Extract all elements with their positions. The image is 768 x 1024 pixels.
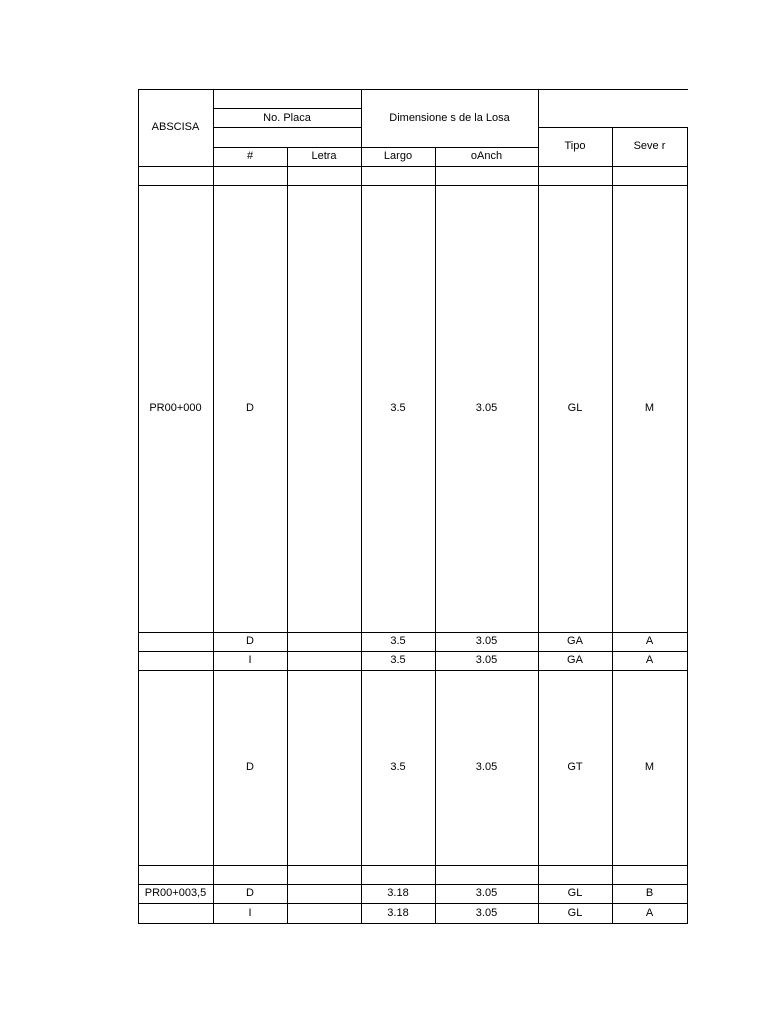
table-cell-tipo <box>538 166 612 185</box>
table-cell-tipo <box>538 865 612 884</box>
table-cell-ancho: 3.05 <box>475 654 498 666</box>
table-cell-severidad: B <box>645 887 654 899</box>
table-cell-largo: 3.18 <box>387 887 409 899</box>
table-cell-severidad: M <box>644 402 655 414</box>
grid-line <box>687 127 688 924</box>
header-abscisa: ABSCISA <box>151 121 200 133</box>
table-cell-abscisa: PR00+000 <box>149 402 202 414</box>
table-cell-severidad: A <box>645 635 654 647</box>
table-cell-abscisa <box>138 632 213 651</box>
table-cell-largo: 3.5 <box>390 761 406 773</box>
table-cell-numero: D <box>246 635 254 647</box>
table-cell-tipo: GA <box>567 654 583 666</box>
table-cell-largo <box>361 166 435 185</box>
table-cell-letra <box>287 670 361 865</box>
grid-line <box>138 923 688 924</box>
table-cell-abscisa <box>138 166 213 185</box>
table-cell-numero: D <box>246 402 254 414</box>
table-cell-ancho: 3.05 <box>475 402 498 414</box>
table-cell-severidad: A <box>645 654 654 666</box>
table-cell-tipo: GL <box>567 402 583 414</box>
table-cell-severidad: M <box>644 761 655 773</box>
table-cell-letra <box>287 651 361 670</box>
table-cell-tipo: GL <box>567 887 583 899</box>
table-cell-largo: 3.18 <box>387 906 409 919</box>
table-cell-abscisa <box>138 903 213 923</box>
header-no-placa: No. Placa <box>263 111 311 124</box>
table-cell-letra <box>287 884 361 903</box>
table-cell-severidad: A <box>645 906 654 919</box>
table-cell-largo: 3.5 <box>390 635 406 647</box>
header-ancho: oAnch <box>470 150 503 162</box>
table-cell-tipo: GT <box>567 761 583 773</box>
table-cell-numero: D <box>246 887 254 899</box>
table-cell-ancho <box>435 865 538 884</box>
header-dimensiones: Dimensione s de la Losa <box>389 111 510 124</box>
table-cell-letra <box>287 166 361 185</box>
table-cell-tipo: GA <box>567 635 583 647</box>
table-cell-largo: 3.5 <box>390 654 406 666</box>
header-severidad: Seve r <box>633 140 666 152</box>
table-cell-numero <box>213 166 287 185</box>
table-cell-tipo: GL <box>567 906 583 919</box>
header-tipo: Tipo <box>564 140 586 152</box>
table-cell-numero: D <box>246 761 254 773</box>
table-cell-largo: 3.5 <box>390 402 406 414</box>
table-cell-ancho <box>435 166 538 185</box>
table-cell-abscisa <box>138 651 213 670</box>
table-cell-numero <box>213 865 287 884</box>
table-cell-letra <box>287 903 361 923</box>
header-numero: # <box>246 150 254 162</box>
header-letra: Letra <box>311 150 337 162</box>
header-largo: Largo <box>383 150 413 162</box>
table-cell-numero: I <box>248 906 252 919</box>
grid-line <box>213 89 362 90</box>
inspection-table <box>138 89 687 923</box>
table-cell-letra <box>287 632 361 651</box>
table-cell-abscisa: PR00+003,5 <box>144 887 207 899</box>
table-cell-ancho: 3.05 <box>475 635 498 647</box>
table-cell-ancho: 3.05 <box>475 906 498 919</box>
table-cell-largo <box>361 865 435 884</box>
table-cell-letra <box>287 865 361 884</box>
table-cell-ancho: 3.05 <box>475 887 498 899</box>
table-cell-abscisa <box>138 670 213 865</box>
table-cell-numero: I <box>248 654 252 666</box>
table-cell-severidad <box>612 865 687 884</box>
table-cell-abscisa <box>138 865 213 884</box>
table-cell-ancho: 3.05 <box>475 761 498 773</box>
table-cell-severidad <box>612 166 687 185</box>
table-cell-letra <box>287 185 361 632</box>
